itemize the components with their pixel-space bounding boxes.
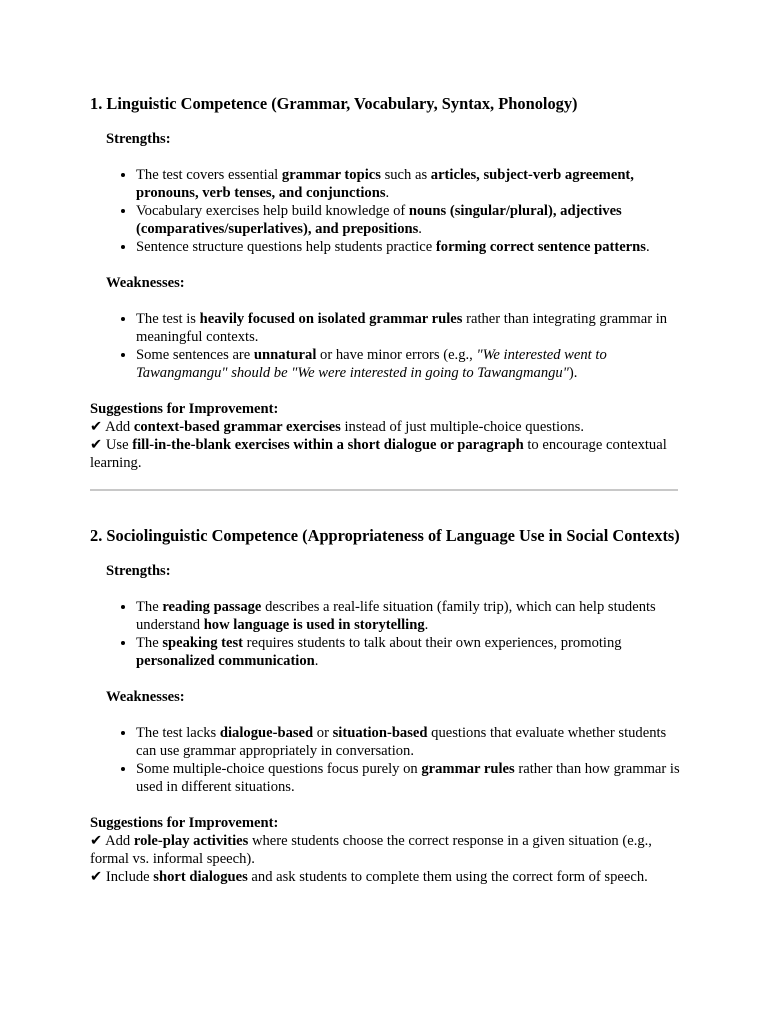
section-1-strengths-list xyxy=(90,166,680,256)
list-item: • The reading passage describes a real-life situation (family trip), which can help students understand how language is used in storytelling. xyxy=(136,598,680,634)
bold-text: grammar rules xyxy=(421,761,515,777)
section-1-heading: 1. Linguistic Competence (Grammar, Vocabulary, Syntax, Phonology) xyxy=(90,94,578,113)
bold-text: situation-based xyxy=(332,725,428,741)
bold-text: nouns (singular/plural), adjectives (comparatives/superlatives), and prepositions xyxy=(136,203,622,237)
bold-text: grammar topics xyxy=(281,167,381,183)
bold-text: context-based grammar exercises xyxy=(133,419,341,435)
suggestion-line: ✔ Use fill-in-the-blank exercises within a short dialogue or paragraph to encourage contextual learning. xyxy=(90,437,667,471)
bold-text: forming correct sentence patterns xyxy=(435,239,646,255)
list-item: • Some multiple-choice questions focus purely on grammar rules rather than how grammar is used in different situations. xyxy=(136,760,680,796)
section-2-heading: 2. Sociolinguistic Competence (Appropriateness of Language Use in Social Contexts) xyxy=(90,526,680,545)
list-item: • Sentence structure questions help students practice forming correct sentence patterns. xyxy=(136,238,680,256)
list-item: • The speaking test requires students to talk about their own experiences, promoting personalized communication. xyxy=(136,634,680,670)
list-item: • The test lacks dialogue-based or situation-based questions that evaluate whether students can use grammar appropriately in conversation. xyxy=(136,724,680,760)
list-item: • The test is heavily focused on isolated grammar rules rather than integrating grammar in meaningful contexts. xyxy=(136,310,680,346)
suggestions-label-text: Suggestions for Improvement: xyxy=(90,401,279,417)
bold-text: heavily focused on isolated grammar rules xyxy=(199,311,463,327)
bold-text: speaking test xyxy=(162,635,244,651)
suggestion-line: ✔ Add context-based grammar exercises instead of just multiple-choice questions. xyxy=(90,419,585,435)
bold-text: role-play activities xyxy=(133,833,249,849)
bold-text: unnatural xyxy=(253,347,317,363)
bold-text: how language is used in storytelling xyxy=(203,617,425,633)
suggestion-line: ✔ Include short dialogues and ask students to complete them using the correct form of speech. xyxy=(90,869,648,885)
section-2-strengths-list xyxy=(90,598,680,670)
document-content xyxy=(90,93,680,886)
list-item: • The test covers essential grammar topics such as articles, subject-verb agreement, pronouns, verb tenses, and conjunctions. xyxy=(136,166,680,202)
suggestion-line: ✔ Add role-play activities where students choose the correct response in a given situation (e.g., formal vs. informal speech). xyxy=(90,833,652,867)
section-2-strengths-label: Strengths: xyxy=(106,563,171,579)
section-1-strengths-label: Strengths: xyxy=(106,131,171,147)
bold-text: dialogue-based xyxy=(219,725,314,741)
section-2-suggestions-label xyxy=(90,814,680,832)
bold-text: short dialogues xyxy=(153,869,248,885)
bold-text: reading passage xyxy=(162,599,262,615)
section-2-weaknesses-list xyxy=(90,724,680,796)
section-2-weaknesses-label: Weaknesses: xyxy=(106,689,185,705)
bold-text: fill-in-the-blank exercises within a short dialogue or paragraph xyxy=(132,437,524,453)
suggestions-label-text: Suggestions for Improvement: xyxy=(90,815,279,831)
list-item: • Vocabulary exercises help build knowledge of nouns (singular/plural), adjectives (comparatives/superlatives), and prepositions. xyxy=(136,202,680,238)
italic-example: "We interested went to Tawangmangu" should be "We were interested in going to Tawangmangu" xyxy=(136,347,607,381)
section-1-weaknesses-list xyxy=(90,310,680,382)
bold-text: personalized communication xyxy=(136,653,315,669)
bold-text: articles, subject-verb agreement, pronouns, verb tenses, and conjunctions xyxy=(136,167,634,201)
section-1-weaknesses-label: Weaknesses: xyxy=(106,275,185,291)
section-1-suggestions-label xyxy=(90,400,680,418)
list-item: • Some sentences are unnatural or have minor errors (e.g., "We interested went to Tawangmangu" should be "We were interested in going to Tawangmangu"). xyxy=(136,346,680,382)
